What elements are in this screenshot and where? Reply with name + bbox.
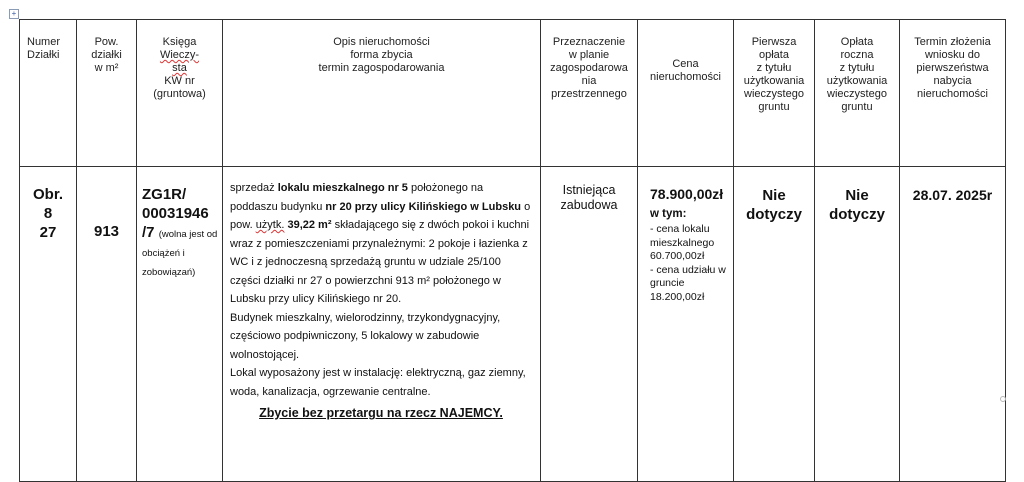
cena-total: 78.900,00zł [650, 186, 724, 202]
cell-pierwsza-oplata: Nie dotyczy [734, 167, 815, 482]
header-cena: Cena nieruchomości [638, 20, 734, 167]
opis-instalacje: Lokal wyposażony jest w instalację: elektryczną, gaz ziemny, woda, kanalizacja, ogrzewanie centralne. [230, 367, 526, 398]
cell-przeznaczenie: Istniejąca zabudowa [541, 167, 638, 482]
opis-forma-zbycia: Zbycie bez przetargu na rzecz NAJEMCY. [259, 406, 503, 420]
header-oplata-roczna: Opłata roczna z tytułu użytkowania wieczystego gruntu [815, 20, 900, 167]
cena-breakdown: - cena lokalu mieszkalnego 60.700,00zł - cena udziału w gruncie 18.200,00zł [650, 223, 726, 303]
opis-paragraph: sprzedaż lokalu mieszkalnego nr 5 położonego na poddaszu budynku nr 20 przy ulicy Kilińskiego w Lubsku o pow. użytk. 39,22 m² składającego się z dwóch pokoi i kuchni wraz z pomieszczeniami przynależnymi: 2 pokoje i łazienka z WC i z jednoczesną sprzedażą gruntu w udziale 25/100 części działki nr 27 o powierzchni 913 m² położonego w Lubsku przy ulicy Kilińskiego nr 20. [230, 182, 531, 305]
cell-numer-dzialki: Obr. 8 27 [20, 167, 77, 482]
property-table [19, 19, 1006, 482]
header-przeznaczenie: Przeznaczenie w planie zagospodarowa nia przestrzennego [541, 20, 638, 167]
cell-opis [223, 167, 541, 482]
kw-note: (wolna jest od obciążeń i zobowiązań) [142, 229, 218, 278]
header-row [20, 20, 1006, 167]
header-termin: Termin złożenia wniosku do pierwszeństwa nabycia nieruchomości [900, 20, 1006, 167]
header-pierwsza-oplata: Pierwsza opłata z tytułu użytkowania wieczystego gruntu [734, 20, 815, 167]
table-resize-handle[interactable] [1000, 396, 1006, 402]
table-move-handle-icon[interactable]: + [9, 9, 19, 19]
cell-termin: 28.07. 2025r [900, 167, 1006, 482]
cell-powierzchnia: 913 [77, 167, 137, 482]
header-powierzchnia: Pow. działki w m² [77, 20, 137, 167]
header-numer-dzialki: Numer Działki [20, 20, 77, 167]
cell-cena: 78.900,00zł w tym: - cena lokalu mieszkalnego 60.700,00zł - cena udziału w gruncie 18.200,00zł [638, 167, 734, 482]
header-ksiega-wieczysta: Księga Wieczy- sta KW nr (gruntowa) [137, 20, 223, 167]
cell-oplata-roczna: Nie dotyczy [815, 167, 900, 482]
cell-ksiega-wieczysta: ZG1R/ 00031946 /7 (wolna jest od obciążeń i zobowiązań) [137, 167, 223, 482]
header-opis: Opis nieruchomości forma zbycia termin zagospodarowania [223, 20, 541, 167]
opis-budynek: Budynek mieszkalny, wielorodzinny, trzykondygnacyjny, częściowo podpiwniczony, 5 lokalowy w zabudowie wolnostojącej. [230, 311, 501, 361]
table-row [20, 167, 1006, 482]
